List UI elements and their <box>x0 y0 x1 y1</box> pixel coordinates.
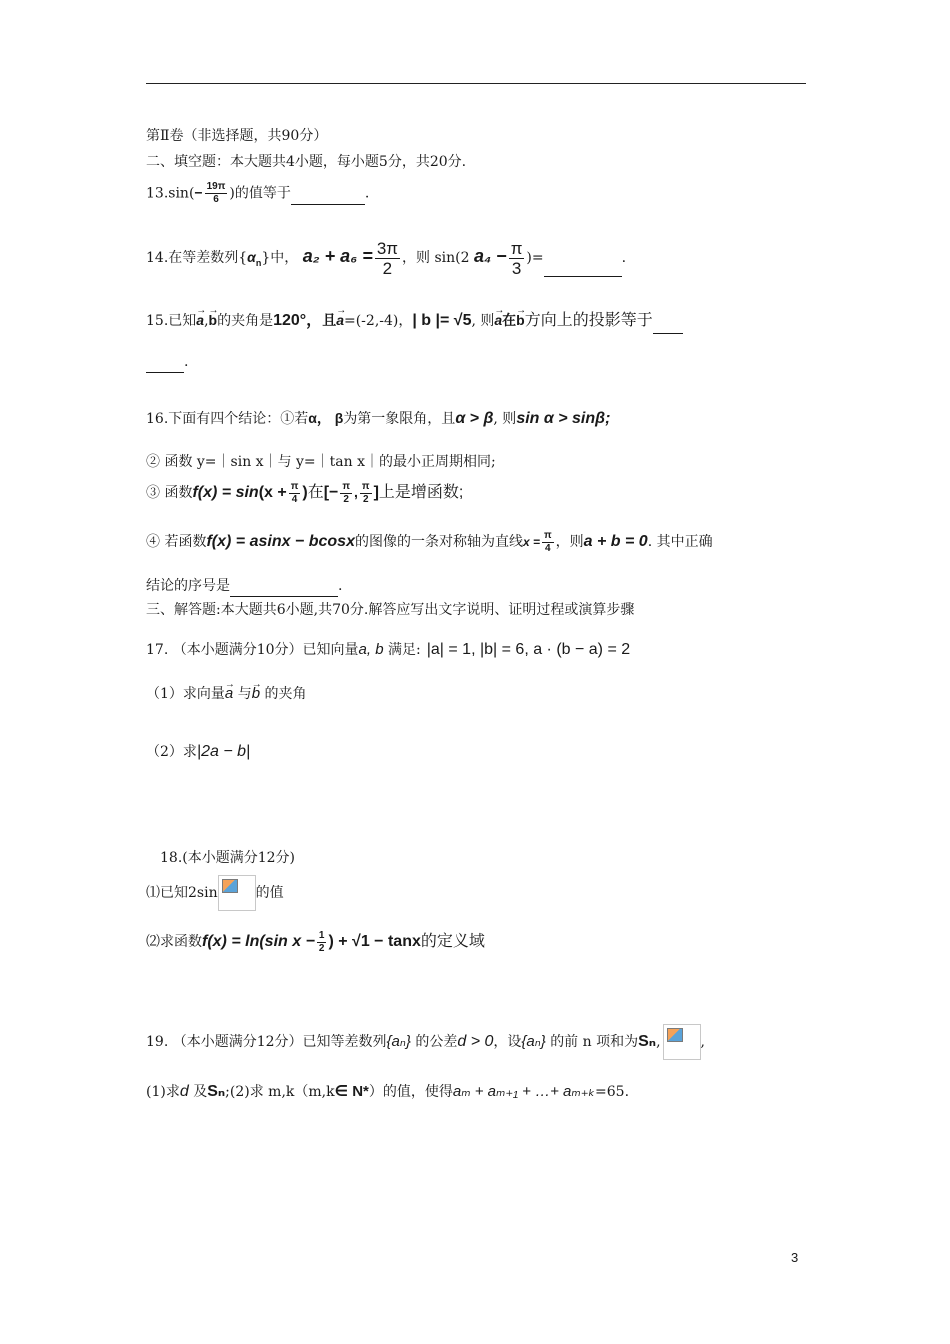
q17-p1-tail: 的夹角 <box>264 686 307 702</box>
q19-l2-end: =65. <box>595 1084 630 1100</box>
q15-and: 且 <box>322 312 337 328</box>
q15-answer-blank-2 <box>146 352 184 373</box>
q16-l4-pi: π <box>543 529 552 541</box>
q16-l3-2: 2 <box>343 493 349 505</box>
q15-vec-a-2: → a <box>336 308 344 332</box>
question-14 <box>146 238 626 281</box>
q16-then: , 则 <box>493 411 517 427</box>
q14-three: 3 <box>511 258 522 278</box>
q15-tail: 方向上的投影等于 <box>524 312 653 329</box>
missing-image-icon <box>218 875 256 911</box>
q13-answer-blank <box>291 184 365 205</box>
q14-eq-lhs: a₂ + a₆ = <box>302 246 373 266</box>
question-19 <box>146 1022 705 1062</box>
q16-l3-pre: ③ 函数 <box>146 485 193 501</box>
q17-pre: 17. （本小题满分10分）已知向量 <box>146 642 359 658</box>
question-16-line4 <box>146 528 713 556</box>
q17-vectors: a, b <box>358 641 384 658</box>
q16-l4-tail: . 其中正确 <box>647 534 713 550</box>
header-rule <box>146 83 806 84</box>
q16-l5-end: . <box>338 578 343 594</box>
q16-l3-frac-2 <box>340 482 352 505</box>
q19-l2-set: ∈ N* <box>334 1083 369 1100</box>
question-18-part2 <box>146 928 485 956</box>
q15-then: , 则 <box>471 313 495 329</box>
question-17-part1 <box>146 682 307 706</box>
q17-p1-vec-a: → a <box>225 682 233 706</box>
q19-end1: , <box>656 1034 661 1050</box>
q19-pre: 19. （本小题满分12分）已知等差数列 <box>146 1034 387 1050</box>
q16-l3-frac <box>289 482 301 505</box>
q18-p2-frac <box>317 931 327 954</box>
q14-answer-blank <box>544 240 622 277</box>
question-13 <box>146 182 369 205</box>
q15-vec-a: → a <box>196 308 204 332</box>
q15-in: 在 <box>502 312 517 328</box>
question-16-line2: ② 函数 y=｜sin x｜与 y=｜tan x｜的最小正周期相同; <box>146 454 496 470</box>
q15-vec-b-2: → b <box>516 308 525 332</box>
question-16-line5 <box>146 576 342 597</box>
q17-p2-pre: （2）求 <box>146 744 197 760</box>
q16-l3-tail: 上是增函数; <box>378 484 464 501</box>
missing-image-icon-2 <box>663 1024 701 1060</box>
q16-l4-pre: ④ 若函数 <box>146 534 207 550</box>
section-heading: 第Ⅱ卷（非选择题，共90分） <box>146 128 328 144</box>
question-17 <box>146 636 630 664</box>
q15-line2-end: . <box>184 354 189 370</box>
page-number: 3 <box>791 1250 799 1265</box>
q14-mid: }中， <box>261 250 299 266</box>
q16-l3-f: f(x) = sin <box>192 484 259 501</box>
q18-p1-tail: 的值 <box>255 885 284 901</box>
q15-angle: 120°， <box>273 312 323 329</box>
q15-vec-b: → b <box>209 308 218 332</box>
q13-post: )的值等于 <box>229 185 291 202</box>
q18-p2-f: f(x) = ln(sin x − <box>202 933 315 950</box>
q16-l3-pi: π <box>290 480 299 492</box>
q19-mid2: ，设 <box>493 1034 522 1050</box>
q15-pre: 15.已知 <box>146 313 197 329</box>
q14-pre: 14.在等差数列{ <box>146 250 248 266</box>
q16-l3-pi2: π <box>342 480 351 492</box>
q16-answer-blank <box>230 576 338 597</box>
q15-mid1: 的夹角是 <box>217 313 274 329</box>
q14-fraction <box>375 240 400 277</box>
q17-p1-and: 与 <box>237 686 252 702</box>
q13-minus: − <box>194 184 203 201</box>
q19-seq-2: {aₙ} <box>521 1033 546 1050</box>
q16-l3-frac-3 <box>360 482 372 505</box>
q15-vec-a-3: → a <box>494 308 502 332</box>
q16-pre: 16.下面有四个结论：①若 <box>146 411 309 427</box>
q19-l2-and: 及 <box>193 1084 208 1100</box>
q19-l2-mid: ;(2)求 m,k（m,k <box>225 1084 335 1100</box>
q13-num: 19π <box>206 181 226 192</box>
q18-p2-rest: ) + √1 − tanx <box>328 933 421 950</box>
q16-l3-in: 在 <box>307 484 324 501</box>
question-16-line1 <box>146 406 610 431</box>
q13-pre: 13.sin( <box>146 185 195 202</box>
q16-l3-close: ) <box>302 484 308 501</box>
q19-mid3: 的前 n 项和为 <box>550 1034 639 1050</box>
q19-l2-tail: ）的值，使得 <box>368 1084 453 1100</box>
q16-l3-arg: (x + <box>258 484 287 501</box>
question-19-line2 <box>146 1078 629 1106</box>
q19-seq: {aₙ} <box>386 1033 411 1050</box>
question-16-line3 <box>146 478 463 507</box>
q16-l3-2b: 2 <box>362 493 369 505</box>
q16-l3-interval-l: [− <box>323 484 339 501</box>
q15-answer-blank <box>653 309 683 334</box>
q18-p2-2: 2 <box>318 942 325 954</box>
q16-l4-mid: 的图像的一条对称轴为直线 <box>354 534 523 550</box>
question-18-part1 <box>146 874 284 912</box>
question-18-title: 18.(本小题满分12分) <box>160 850 296 866</box>
q16-condition: α > β <box>455 410 494 427</box>
q16-l4-eq: a + b = 0 <box>583 533 648 550</box>
q14-a4: a₄ − <box>473 246 507 266</box>
q14-post: )= <box>526 250 544 266</box>
q14-end: . <box>621 250 627 266</box>
q15-coord: =(-2,-4)， <box>343 313 413 329</box>
q19-l2-sn: Sₙ <box>207 1083 226 1100</box>
q14-den: 2 <box>382 258 393 278</box>
q16-l5: 结论的序号是 <box>146 578 230 594</box>
q15-magnitude: | b |= √5 <box>412 312 472 329</box>
q16-l4-f: f(x) = asinx − bcosx <box>206 533 355 550</box>
q18-p2-pre: ⑵求函数 <box>146 934 202 950</box>
q17-mid: 满足: <box>388 642 421 658</box>
q16-alpha-beta: α， β <box>308 410 344 426</box>
q17-p2-expr: |2a − b| <box>196 743 251 760</box>
q16-mid: 为第一象限角，且 <box>343 411 456 427</box>
q14-pi: π <box>510 238 523 258</box>
q16-l4-frac <box>542 531 554 554</box>
q17-condition: |a| = 1, |b| = 6, a · (b − a) = 2 <box>426 641 631 658</box>
q16-l4-4: 4 <box>545 542 551 554</box>
q16-conclusion: sin α > sinβ; <box>516 410 611 427</box>
q14-fraction-2 <box>509 240 525 277</box>
q16-l3-comma: , <box>354 484 358 500</box>
q19-end2: , <box>700 1034 705 1050</box>
q16-l4-then: ，则 <box>555 534 584 550</box>
q13-fraction <box>205 182 228 205</box>
q13-den: 6 <box>213 194 219 205</box>
q19-l2-sum: aₘ + aₘ₊₁ + …+ aₘ₊ₖ <box>452 1083 596 1100</box>
question-15-line2 <box>146 352 188 373</box>
q19-l2-d: d <box>179 1083 189 1100</box>
q14-alpha: α <box>247 249 256 265</box>
part3-heading: 三、解答题:本大题共6小题,共70分.解答应写出文字说明、证明过程或演算步骤 <box>146 602 635 618</box>
q19-l2-pre: (1)求 <box>146 1084 180 1100</box>
question-15 <box>146 308 683 334</box>
q16-l3-pi3: π <box>361 480 370 492</box>
q15-comma: , <box>204 313 209 329</box>
question-17-part2 <box>146 738 250 766</box>
q18-p2-1: 1 <box>318 929 325 941</box>
q13-end: . <box>364 185 370 202</box>
q19-mid1: 的公差 <box>415 1034 458 1050</box>
q16-l4-x: x = <box>522 535 540 549</box>
q19-d: d > 0 <box>457 1033 494 1050</box>
q14-num: 3π <box>376 238 398 258</box>
part2-heading: 二、填空题：本大题共4小题，每小题5分，共20分. <box>146 154 467 170</box>
q14-then: ，则 sin(2 <box>402 250 470 266</box>
q16-l3-4: 4 <box>291 493 298 505</box>
q16-l3-interval-r: ] <box>373 484 379 501</box>
q19-sn: Sₙ <box>638 1033 657 1050</box>
q17-p1-pre: （1）求向量 <box>146 686 225 702</box>
q17-p1-vec-b: → b <box>252 682 260 706</box>
q18-p2-tail: 的定义域 <box>420 933 485 950</box>
q14-sub-n: n <box>255 257 262 268</box>
q18-p1-pre: ⑴已知2sin <box>146 885 218 901</box>
